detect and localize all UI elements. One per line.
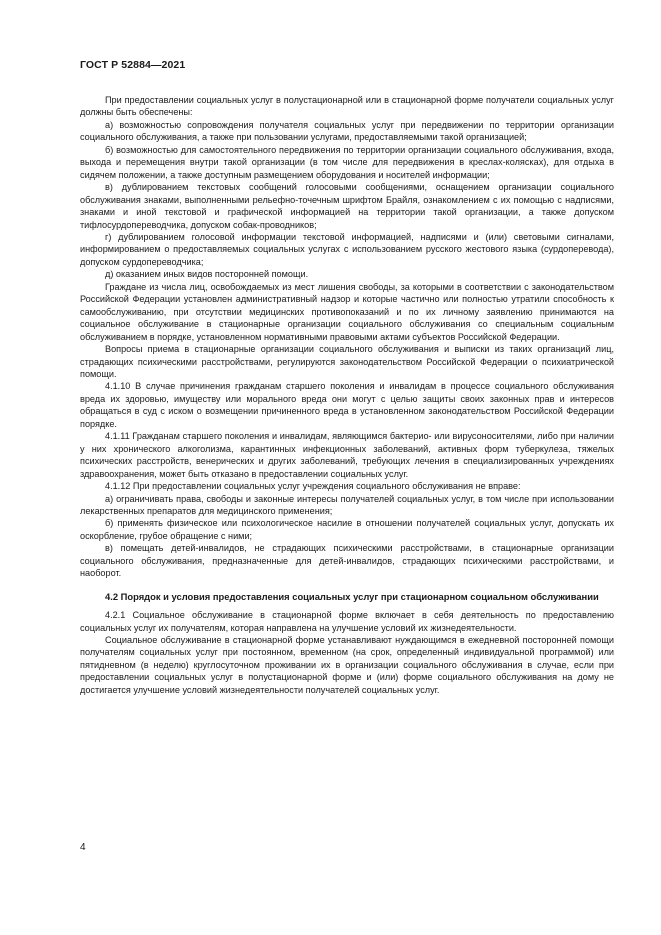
body-text bbox=[80, 94, 614, 696]
list-item: б) возможностью для самостоятельного передвижения по территории организации социального обслуживания, входа, выхода и перемещения внутри такой организации (в том числе для передвижения в креслах-колясках), для отдыха в сидячем положении, а также доступным размещением оборудования и носителей информации; bbox=[80, 144, 614, 180]
list-item: в) дублированием текстовых сообщений голосовыми сообщениями, оснащением организации социального обслуживания знаками, выполненными рельефно-точечным шрифтом Брайля, ознакомлением с их помощью с надписями, знаками и иной текстовой и графической информацией на территории такой организации, а также допуском тифлосурдопереводчика, допуском собак-проводников; bbox=[80, 182, 614, 230]
paragraph: При предоставлении социальных услуг в полустационарной или в стационарной форме получатели социальных услуг должны быть обеспечены: bbox=[80, 95, 614, 118]
list-item: в) помещать детей-инвалидов, не страдающих психическими расстройствами, в стационарные организации социального обслуживания, предназначенные для детей-инвалидов, страдающих психическими расстройствами, и наоборот. bbox=[80, 543, 614, 579]
clause-4-1-11: 4.1.11 Гражданам старшего поколения и инвалидам, являющимся бактерио- или вирусоносителями, либо при наличии у них хронического алкоголизма, карантинных инфекционных заболеваний, активных форм туберкулеза, тяжелых психических расстройств, венерических и других заболеваний, требующих лечения в специализированных учреждениях здравоохранения, может быть отказано в предоставлении социальных услуг. bbox=[80, 431, 614, 479]
section-heading: 4.2 Порядок и условия предоставления социальных услуг при стационарном социальном обслуживании bbox=[105, 590, 599, 602]
paragraph: Социальное обслуживание в стационарной форме устанавливают нуждающимся в ежедневной посторонней помощи получателям социальных услуг при постоянном, временном (на срок, определенный индивидуальной программой) или пятидневном (в неделю) круглосуточном проживании их в организации социального обслуживания в случае, если при предоставлении социальных услуг в полустационарной форме и (или) форме социального обслуживания на дому не достигается улучшение условий жизнедеятельности получателей социальных услуг. bbox=[80, 635, 614, 695]
clause-4-1-10: 4.1.10 В случае причинения гражданам старшего поколения и инвалидам в процессе социального обслуживания вреда их здоровью, имуществу или морального вреда они могут с целью защиты своих законных прав и интересов обращаться в суд с иском о возмещении причиненного вреда в установленном законодательством Российской Федерации порядке. bbox=[80, 381, 614, 429]
paragraph: Вопросы приема в стационарные организации социального обслуживания и выписки из таких организаций лиц, страдающих психическими расстройствами, регулируются законодательством Российской Федерации о психиатрической помощи. bbox=[80, 344, 614, 379]
clause-4-1-12: 4.1.12 При предоставлении социальных услуг учреждения социального обслуживания не вправе: bbox=[105, 481, 521, 492]
standard-designation: ГОСТ Р 52884—2021 bbox=[80, 59, 186, 71]
list-item: д) оказанием иных видов посторонней помощи. bbox=[105, 269, 309, 280]
list-item: а) ограничивать права, свободы и законные интересы получателей социальных услуг, в том числе при использовании лекарственных препаратов для медицинского применения; bbox=[80, 493, 614, 516]
list-item: г) дублированием голосовой информации текстовой информацией, надписями и (или) световыми сигналами, информированием о предоставляемых социальных услугах с использованием русского жестового языка (сурдоперевода), допуском сурдопереводчика; bbox=[80, 231, 614, 267]
page-number: 4 bbox=[80, 842, 86, 853]
list-item: а) возможностью сопровождения получателя социальных услуг при передвижении по территории организации социального обслуживания, а также при пользовании услугами, предоставляемыми такой организацией; bbox=[80, 119, 614, 143]
list-item: б) применять физическое или психологическое насилие в отношении получателей социальных услуг, допускать их оскорбление, грубое обращение с ними; bbox=[80, 518, 614, 541]
clause-4-2-1: 4.2.1 Социальное обслуживание в стационарной форме включает в себя деятельность по предоставлению социальных услуг их получателям, которая направлена на улучшение условий их жизнедеятельности. bbox=[80, 610, 614, 633]
paragraph: Граждане из числа лиц, освобождаемых из мест лишения свободы, за которыми в соответствии с законодательством Российской Федерации установлен административный надзор и которые частично или полностью утратили способность к самообслуживанию, при отсутствии медицинских противопоказаний и по их личному заявлению принимаются на социальное обслуживание в стационарные организации социального обслуживания со специальным социальным обслуживанием в порядке, установленном нормативными правовыми актами субъектов Российской Федерации. bbox=[80, 281, 614, 342]
